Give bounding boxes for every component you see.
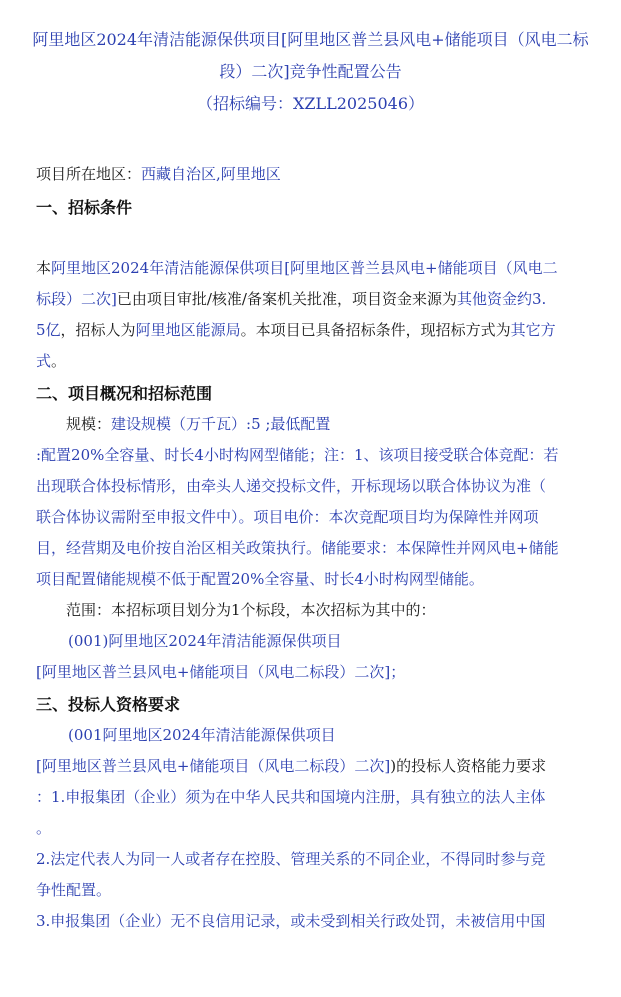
tenderer-name: 阿里地区能源局 xyxy=(135,321,241,339)
section-1-line-4 xyxy=(36,350,66,371)
scale-detail-5: 项目配置储能规模不低于配置20%全容量、时长4小时构网型储能。 xyxy=(36,570,484,588)
qualification-lot-2 xyxy=(36,755,546,776)
text-run: 已由项目审批/核准/备案机关批准，项目资金来源为 xyxy=(116,290,457,308)
lot-name-1: (001)阿里地区2024年清洁能源保供项目 xyxy=(68,632,342,650)
scale-detail-2: 出现联合体投标情形，由牵头人递交投标文件，开标现场以联合体协议为准（ xyxy=(36,477,547,495)
scale-detail-3: 联合体协议需附至申报文件中）。项目电价：本次竞配项目均为保障性并网项 xyxy=(36,508,539,526)
range-line: 范围：本招标项目划分为1个标段，本次招标为其中的： xyxy=(66,601,436,619)
qualification-2: 2.法定代表人为同一人或者存在控股、管理关系的不同企业，不得同时参与竞 xyxy=(36,850,546,868)
text-run: 本 xyxy=(36,259,52,277)
title-line-2: 段）二次]竞争性配置公告 xyxy=(219,62,402,81)
qualification-1: ：1.申报集团（企业）须为在中华人民共和国境内注册，具有独立的法人主体 xyxy=(36,788,546,806)
tender-number: （招标编号：XZLL2025046） xyxy=(196,94,425,113)
scale-label: 规模： xyxy=(66,415,112,433)
title-line-1: 阿里地区2024年清洁能源保供项目[阿里地区普兰县风电+储能项目（风电二标 xyxy=(32,30,589,49)
project-name-cont: 标段）二次] xyxy=(36,290,117,308)
scale-detail-4: 目，经营期及电价按自治区相关政策执行。储能要求：本保障性并网风电+储能 xyxy=(36,539,559,557)
qualification-2-end: 争性配置。 xyxy=(36,881,112,899)
fund-source: 其他资金约3. xyxy=(456,290,547,308)
project-location xyxy=(36,163,281,184)
qualification-lot-1: (001阿里地区2024年清洁能源保供项目 xyxy=(68,726,336,744)
section-1-line-2 xyxy=(36,288,546,309)
lot-name-2: [阿里地区普兰县风电+储能项目（风电二标段）二次]； xyxy=(36,663,406,681)
qualification-3: 3.申报集团（企业）无不良信用记录，或未受到相关行政处罚，未被信用中国 xyxy=(36,912,546,930)
section-1-heading: 一、招标条件 xyxy=(36,198,133,217)
tender-method: 其它方 xyxy=(510,321,556,339)
section-1-line-1 xyxy=(36,257,558,278)
scale-line xyxy=(66,413,330,434)
text-run: ，招标人为 xyxy=(60,321,136,339)
section-1-line-3 xyxy=(36,319,556,340)
fund-amount: 5亿 xyxy=(36,321,61,339)
text-run: 。本项目已具备招标条件，现招标方式为 xyxy=(240,321,511,339)
section-3-heading: 三、投标人资格要求 xyxy=(36,695,181,714)
scale-value: 建设规模（万千瓦）:5 ;最低配置 xyxy=(111,415,331,433)
scale-detail-1: :配置20%全容量、时长4小时构网型储能；注：1、该项目接受联合体竞配：若 xyxy=(36,446,559,464)
location-label: 项目所在地区： xyxy=(36,165,142,183)
project-name: 阿里地区2024年清洁能源保供项目[阿里地区普兰县风电+储能项目（风电二 xyxy=(51,259,558,277)
tender-method-cont: 式 xyxy=(36,352,52,370)
location-value: 西藏自治区,阿里地区 xyxy=(141,165,281,183)
qualification-1-end: 。 xyxy=(36,819,52,837)
text-run: 。 xyxy=(51,352,67,370)
section-2-heading: 二、项目概况和招标范围 xyxy=(36,384,213,403)
lot-name: [阿里地区普兰县风电+储能项目（风电二标段）二次] xyxy=(36,757,391,775)
text-run: )的投标人资格能力要求 xyxy=(390,757,547,775)
